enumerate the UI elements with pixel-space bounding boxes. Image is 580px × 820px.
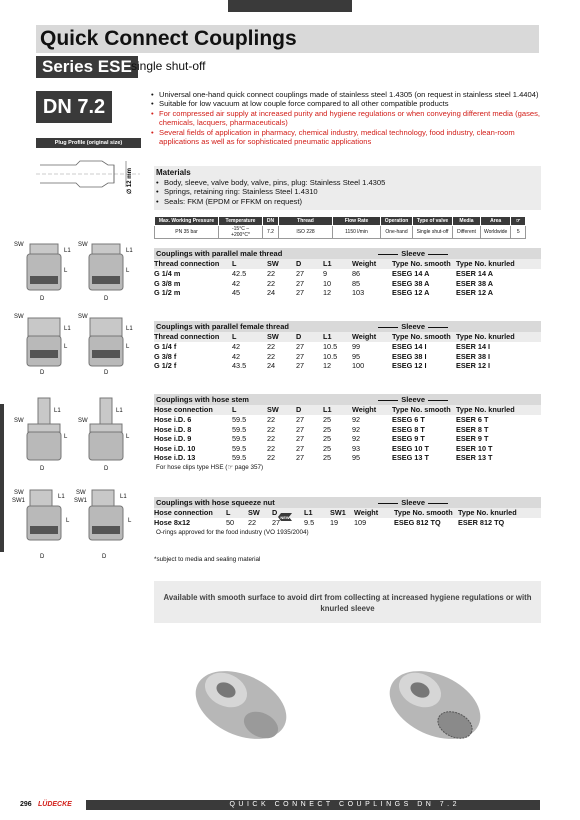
spec-header: Operation: [381, 217, 413, 226]
section-hose-squeeze-nut: [154, 497, 541, 538]
spec-value: 5: [511, 226, 526, 239]
spec-value: Single shut-off: [413, 226, 453, 239]
col-header: Type No. smooth: [392, 332, 451, 341]
materials-list: [156, 178, 385, 206]
col-header: D: [296, 405, 302, 414]
new-badge-icon: [278, 513, 292, 521]
cell: ESER 13 T: [456, 453, 493, 462]
cell: 22: [267, 278, 276, 288]
table-row: [154, 279, 541, 289]
cell: Hose i.D. 13: [154, 453, 196, 462]
cell: Hose i.D. 9: [154, 434, 192, 443]
cell: ESEG 38 I: [392, 351, 427, 361]
cell: ESER 6 T: [456, 415, 489, 424]
section-title: Couplings with parallel male thread: [156, 249, 283, 258]
cell: 59.5: [232, 434, 247, 443]
cell: 10: [323, 278, 332, 288]
male-thread-coupling-figure: [14, 238, 142, 308]
table-row: [154, 352, 541, 362]
sleeve-indicator: [375, 248, 451, 259]
cell: 95: [352, 453, 361, 462]
col-header: L: [232, 405, 237, 414]
series-label: Series ESE: [36, 56, 138, 78]
section-note: O-rings approved for the food industry (VO 1935/2004): [156, 528, 309, 536]
top-tab-bar: [228, 0, 352, 12]
cell: 27: [296, 443, 305, 453]
cell: 27: [296, 342, 305, 351]
cell: Hose 8x12: [154, 518, 191, 527]
section-title: Couplings with hose stem: [156, 395, 249, 404]
col-header: Weight: [354, 508, 379, 517]
cell: 93: [352, 443, 361, 453]
column-headers: [154, 405, 541, 415]
section-header: [154, 248, 541, 259]
label-l1: L1: [116, 408, 123, 414]
cell: 27: [296, 424, 305, 434]
cell: ESEG 6 T: [392, 415, 425, 424]
cell: 27: [296, 351, 305, 361]
col-header: L1: [323, 259, 332, 268]
label-sw: SW: [78, 418, 88, 424]
cell: 59.5: [232, 453, 247, 462]
cell: 27: [296, 278, 305, 288]
cell: 25: [323, 434, 332, 443]
spec-value: 7.2: [263, 226, 279, 239]
cell: 27: [296, 361, 305, 370]
spec-value: PN 35 bar: [155, 226, 219, 239]
label-l1: L1: [126, 326, 133, 332]
cell: 24: [267, 288, 276, 297]
bullet-item: • For compressed air supply at increased purity and hygiene regulations or when conveying different media (gases, chemicals, lacquers, pharmaceuticals): [151, 109, 541, 128]
cell: 22: [267, 342, 276, 351]
cell: 12: [323, 361, 332, 370]
section-header: [154, 394, 541, 405]
cell: 42: [232, 278, 241, 288]
material-item: • Springs, retaining ring: Stainless Steel 1.4310: [156, 187, 385, 196]
column-headers: [154, 259, 541, 269]
spec-header: Thread: [279, 217, 333, 226]
cell: ESER 38 A: [456, 278, 494, 288]
col-header: D: [296, 332, 302, 341]
cell: ESEG 9 T: [392, 434, 425, 443]
label-sw: SW: [14, 418, 24, 424]
label-l: L: [128, 518, 132, 524]
coupling-photo-knurled: [380, 650, 490, 760]
spec-value: Worldwide: [481, 226, 511, 239]
cell: 92: [352, 424, 361, 434]
label-sw: SW: [78, 242, 88, 248]
material-item: • Seals: FKM (EPDM or FFKM on request): [156, 197, 385, 206]
spec-header: Type of valve: [413, 217, 453, 226]
spec-value: One-hand: [381, 226, 413, 239]
cell: 86: [352, 269, 361, 278]
cell: 22: [267, 443, 276, 453]
cell: ESEG 8 T: [392, 424, 425, 434]
col-header: Hose connection: [154, 508, 213, 517]
label-l1: L1: [64, 248, 71, 254]
cell: ESEG 12 I: [392, 361, 427, 370]
cell: 92: [352, 415, 361, 424]
cell: ESEG 12 A: [392, 288, 430, 297]
table-row: [154, 444, 541, 454]
cell: G 1/2 f: [154, 361, 177, 370]
cell: 25: [323, 453, 332, 462]
cell: 25: [323, 443, 332, 453]
cell: 99: [352, 342, 361, 351]
sleeve-label: Sleeve: [401, 249, 425, 258]
cell: 25: [323, 415, 332, 424]
table-row: [154, 342, 541, 352]
hose-stem-coupling-figure: [14, 396, 142, 472]
col-header: Type No. knurled: [458, 508, 517, 517]
col-header: D: [272, 508, 278, 517]
label-sw1: SW1: [74, 498, 88, 504]
bullet-item: • Universal one-hand quick connect couplings made of stainless steel 1.4305 (on request in stainless steel 1.4404): [151, 90, 541, 99]
cell: ESER 9 T: [456, 434, 489, 443]
col-header: L: [226, 508, 231, 517]
col-header: Weight: [352, 405, 377, 414]
cell: 12: [323, 288, 332, 297]
table-row: [154, 288, 541, 298]
cell: G 3/8 f: [154, 351, 177, 361]
section-note: For hose clips type HSE (☞ page 357): [156, 463, 264, 471]
plug-profile-drawing: [36, 150, 144, 198]
spec-value: -15°C – +200°C*: [219, 226, 263, 239]
table-row: [154, 518, 541, 528]
plug-diameter-label: ∅ 12 mm: [127, 168, 133, 194]
sleeve-label: Sleeve: [401, 498, 425, 507]
cell: ESEG 10 T: [392, 443, 429, 453]
col-header: Type No. smooth: [392, 259, 451, 268]
page-number: 296: [20, 801, 32, 808]
cell: 22: [267, 269, 276, 278]
cell: 103: [352, 288, 365, 297]
label-d: D: [40, 554, 45, 560]
cell: 10.5: [323, 342, 338, 351]
section-female-thread: [154, 321, 541, 371]
section-male-thread: [154, 248, 541, 298]
label-l: L: [66, 518, 70, 524]
cell: ESER 14 I: [456, 342, 491, 351]
spec-header: ☞: [511, 217, 526, 226]
label-d: D: [104, 466, 109, 472]
label-d: D: [40, 466, 45, 472]
col-header: SW: [267, 259, 279, 268]
col-header: SW: [267, 405, 279, 414]
section-title: Couplings with parallel female thread: [156, 322, 289, 331]
cell: 59.5: [232, 424, 247, 434]
column-headers: [154, 508, 541, 518]
label-d: D: [104, 296, 109, 302]
cell: 22: [267, 415, 276, 424]
cell: ESEG 812 TQ: [394, 518, 441, 527]
cell: ESEG 38 A: [392, 278, 430, 288]
cell: 59.5: [232, 443, 247, 453]
callout-box: Available with smooth surface to avoid dirt from collecting at increased hygiene regulations or with knurled sleeve: [154, 581, 541, 623]
table-row: [154, 425, 541, 435]
cell: 19: [330, 518, 339, 527]
col-header: L: [232, 332, 237, 341]
label-l: L: [126, 434, 130, 440]
cell: 22: [248, 518, 257, 527]
cell: 27: [296, 269, 305, 278]
cell: ESER 8 T: [456, 424, 489, 434]
col-header: D: [296, 259, 302, 268]
cell: 95: [352, 351, 361, 361]
section-hose-stem: [154, 394, 541, 473]
cell: ESER 12 A: [456, 288, 494, 297]
brand-logo: LÜDECKE: [38, 801, 72, 808]
label-l: L: [64, 434, 68, 440]
label-d: D: [40, 296, 45, 302]
asterisk-note: *subject to media and sealing material: [154, 556, 261, 563]
female-thread-coupling-figure: [14, 312, 142, 378]
cell: 9.5: [304, 518, 315, 527]
bullet-item: • Several fields of application in pharmacy, chemical industry, medical technology, food industry, clean-room applications as well as for sophisticated pneumatic applications: [151, 128, 541, 147]
label-sw: SW: [14, 314, 24, 320]
col-header: L: [232, 259, 237, 268]
label-l1: L1: [126, 248, 133, 254]
cell: 27: [296, 415, 305, 424]
material-item: • Body, sleeve, valve body, valve, pins, plug: Stainless Steel 1.4305: [156, 178, 385, 187]
new-badge-text: NEW: [280, 515, 290, 520]
cell: 42: [232, 351, 241, 361]
cell: Hose i.D. 8: [154, 424, 192, 434]
cell: ESER 812 TQ: [458, 518, 505, 527]
dn-badge: DN 7.2: [36, 91, 112, 123]
col-header: Weight: [352, 259, 377, 268]
series-subtitle: single shut-off: [131, 59, 206, 73]
sleeve-indicator: [375, 321, 451, 332]
label-l1: L1: [64, 326, 71, 332]
cell: ESER 14 A: [456, 269, 494, 278]
spec-header: Media: [453, 217, 481, 226]
feature-bullets: [151, 90, 541, 146]
col-header: SW: [248, 508, 260, 517]
page-title: Quick Connect Couplings: [40, 27, 297, 50]
label-d: D: [40, 370, 45, 376]
side-tab: [0, 404, 4, 552]
col-header: Thread connection: [154, 259, 220, 268]
table-row: [154, 415, 541, 425]
label-sw: SW: [14, 242, 24, 248]
col-header: Type No. smooth: [394, 508, 453, 517]
materials-title: Materials: [156, 168, 191, 177]
col-header: Type No. smooth: [392, 405, 451, 414]
cell: 85: [352, 278, 361, 288]
cell: 10.5: [323, 351, 338, 361]
cell: 43.5: [232, 361, 247, 370]
spec-header: Flow Rate: [333, 217, 381, 226]
label-l: L: [64, 344, 68, 350]
sleeve-label: Sleeve: [401, 395, 425, 404]
col-header: Weight: [352, 332, 377, 341]
cell: 22: [267, 453, 276, 462]
cell: Hose i.D. 10: [154, 443, 196, 453]
label-l1: L1: [58, 494, 65, 500]
col-header: SW1: [330, 508, 346, 517]
bullet-item: • Suitable for low vacuum at low couple force compared to all other compatible products: [151, 99, 541, 108]
spec-header: Area: [481, 217, 511, 226]
spec-table: [154, 216, 526, 239]
table-row: [154, 453, 541, 463]
col-header: Hose connection: [154, 405, 213, 414]
spec-header: Max. Working Pressure: [155, 217, 219, 226]
cell: ESER 38 I: [456, 351, 491, 361]
label-sw: SW: [76, 490, 86, 496]
cell: ESER 10 T: [456, 443, 493, 453]
col-header: L1: [323, 405, 332, 414]
column-headers: [154, 332, 541, 342]
cell: 9: [323, 269, 328, 278]
cell: 27: [272, 518, 281, 527]
cell: ESER 12 I: [456, 361, 491, 370]
spec-value: ISO 228: [279, 226, 333, 239]
cell: G 1/4 m: [154, 269, 181, 278]
col-header: L1: [304, 508, 313, 517]
spec-value: 1150 l/min: [333, 226, 381, 239]
cell: 27: [296, 453, 305, 462]
label-l1: L1: [120, 494, 127, 500]
label-sw1: SW1: [12, 498, 26, 504]
cell: 25: [323, 424, 332, 434]
label-l: L: [64, 268, 68, 274]
col-header: Type No. knurled: [456, 405, 515, 414]
cell: 27: [296, 434, 305, 443]
plug-profile-label: Plug Profile (original size): [36, 138, 141, 148]
hose-squeeze-nut-coupling-figure: [6, 486, 142, 562]
cell: G 1/2 m: [154, 288, 181, 297]
cell: 100: [352, 361, 365, 370]
cell: 24: [267, 361, 276, 370]
cell: 22: [267, 351, 276, 361]
cell: 59.5: [232, 415, 247, 424]
sleeve-indicator: [375, 394, 451, 405]
col-header: SW: [267, 332, 279, 341]
label-l1: L1: [54, 408, 61, 414]
col-header: Thread connection: [154, 332, 220, 341]
label-d: D: [102, 554, 107, 560]
spec-header: DN: [263, 217, 279, 226]
label-l: L: [126, 268, 130, 274]
cell: 42: [232, 342, 241, 351]
spec-value: Different: [453, 226, 481, 239]
footer-bar: QUICK CONNECT COUPLINGS DN 7.2: [86, 800, 540, 810]
label-sw: SW: [14, 490, 24, 496]
cell: ESEG 14 A: [392, 269, 430, 278]
label-d: D: [104, 370, 109, 376]
col-header: Type No. knurled: [456, 332, 515, 341]
cell: 109: [354, 518, 367, 527]
col-header: Type No. knurled: [456, 259, 515, 268]
table-row: [154, 434, 541, 444]
cell: ESEG 13 T: [392, 453, 429, 462]
sleeve-indicator: [375, 497, 451, 508]
table-row: [154, 269, 541, 279]
cell: ESEG 14 I: [392, 342, 427, 351]
cell: 22: [267, 434, 276, 443]
spec-header: Temperature: [219, 217, 263, 226]
section-title: Couplings with hose squeeze nut: [156, 498, 275, 507]
col-header: L1: [323, 332, 332, 341]
sleeve-label: Sleeve: [401, 322, 425, 331]
cell: 42.5: [232, 269, 247, 278]
label-l: L: [126, 344, 130, 350]
coupling-photo-smooth: [186, 650, 296, 760]
cell: 27: [296, 288, 305, 297]
cell: 22: [267, 424, 276, 434]
cell: 92: [352, 434, 361, 443]
cell: 45: [232, 288, 241, 297]
label-sw: SW: [78, 314, 88, 320]
cell: G 1/4 f: [154, 342, 177, 351]
section-header: [154, 321, 541, 332]
section-header: [154, 497, 541, 508]
cell: Hose i.D. 6: [154, 415, 192, 424]
table-row: [154, 361, 541, 371]
cell: G 3/8 m: [154, 278, 181, 288]
cell: 50: [226, 518, 235, 527]
